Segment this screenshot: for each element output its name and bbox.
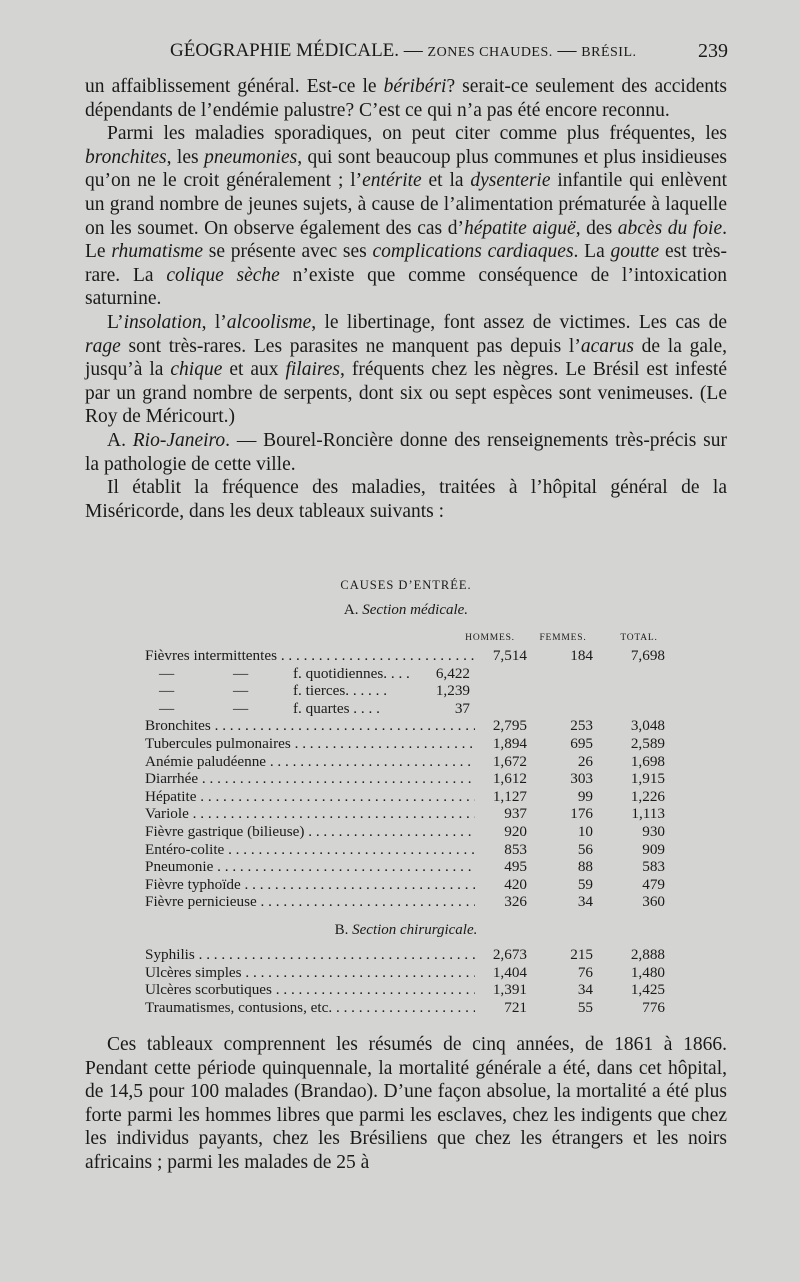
ditto-dash: —: [233, 664, 249, 682]
column-header-hommes: HOMMES.: [465, 633, 515, 643]
cell-total: 1,915: [630, 770, 665, 788]
table-row: [145, 841, 690, 859]
italic-term: hépatite aiguë: [463, 217, 576, 239]
cell-total: 930: [642, 822, 665, 840]
text-run: , fréquents chez les nègres. Le Brésil est infesté par un grand nombre de serpents, dont six ou sept espèces sont venimeuses. (Le Roy de Méricourt.): [85, 359, 727, 428]
cell-hommes: 2,673: [492, 946, 527, 963]
italic-term: Rio-Janeiro: [132, 429, 226, 451]
cell-femmes: 26: [577, 752, 593, 770]
paragraph-1: [85, 75, 727, 122]
italic-term: complications cardiaques: [372, 241, 574, 263]
row-label: Fièvre typhoïde . . .: [145, 876, 475, 894]
header-zone: ZONES CHAUDES.: [427, 45, 553, 60]
text-run: , les: [166, 146, 205, 168]
text-run: de la gale, jusqu’à la: [85, 335, 727, 381]
italic-term: alcoolisme: [226, 311, 312, 333]
cell-total: 3,048: [630, 717, 665, 735]
page-number: 239: [698, 40, 728, 62]
table-row: [145, 753, 690, 771]
table-row: [145, 858, 690, 876]
row-label: Hépatite . . .: [145, 788, 475, 806]
cell-femmes: 695: [570, 734, 593, 752]
cell-hommes: 1,894: [492, 734, 527, 752]
italic-term: acarus: [580, 335, 634, 357]
row-label: Fièvres intermittentes . . .: [145, 647, 475, 665]
paragraph-2: [85, 122, 727, 311]
cell-hommes: 420: [504, 875, 527, 893]
table-row: [145, 981, 690, 999]
paragraph-5: [85, 476, 727, 523]
cell-total: 1,698: [630, 752, 665, 770]
italic-term: dysenterie: [470, 170, 551, 192]
header-dash: —: [403, 40, 423, 61]
text-run: Il établit la fréquence des maladies, traitées à l’hôpital général de la Miséricorde, dans les deux tableaux suivants :: [85, 477, 727, 522]
cell-hommes: 7,514: [492, 647, 527, 664]
ditto-dash: —: [159, 699, 175, 717]
cell-femmes: 55: [577, 998, 593, 1016]
header-country: BRÉSIL.: [581, 45, 637, 60]
italic-term: filaires: [285, 359, 340, 381]
cell-hommes: 1,127: [492, 787, 527, 805]
cell-femmes: 176: [570, 805, 593, 823]
section-a-heading: [85, 602, 727, 619]
section-title: Section médicale.: [362, 602, 469, 618]
cell-total: 1,480: [630, 963, 665, 981]
cell-hommes: 920: [504, 822, 527, 840]
subrow-label: f. quotidiennes. . . .: [293, 664, 410, 682]
text-run: infantile qui enlèvent un grand nombre de jeunes sujets, à cause de l’alimentation prématurée à laquelle on les soumet. On observe également des cas d’: [85, 170, 727, 239]
cell-femmes: 76: [577, 963, 593, 981]
table-row: [145, 823, 690, 841]
italic-term: goutte: [610, 241, 660, 263]
row-label: Ulcères scorbutiques . . .: [145, 981, 475, 999]
cell-total: 1,425: [630, 981, 665, 999]
row-label: Fièvre pernicieuse . . .: [145, 893, 475, 911]
text-run: et la: [421, 170, 471, 192]
section-prefix: A.: [343, 602, 359, 618]
row-label: Variole . . .: [145, 805, 475, 823]
cell-total: 583: [642, 858, 665, 876]
italic-term: bronchites: [85, 146, 167, 168]
text-run: A.: [107, 429, 133, 451]
row-label: Entéro-colite . . .: [145, 841, 475, 859]
italic-term: rage: [85, 335, 121, 357]
cell-hommes: 326: [504, 893, 527, 911]
row-label: Ulcères simples . . .: [145, 964, 475, 982]
italic-term: abcès du foie: [617, 217, 723, 239]
cell-femmes: 59: [577, 875, 593, 893]
text-run: . La: [573, 241, 611, 263]
subrow-value: 37: [454, 699, 470, 717]
row-label: Fièvre gastrique (bilieuse) . . .: [145, 823, 475, 841]
table-row: [145, 788, 690, 806]
cell-hommes: 1,391: [492, 981, 527, 999]
section-title: Section chirurgicale.: [352, 922, 478, 938]
table-subrow: [145, 700, 690, 718]
cell-hommes: 2,795: [492, 717, 527, 735]
cell-hommes: 721: [504, 998, 527, 1016]
text-run: ? serait-ce seulement des accidents dépendants de l’endémie palustre? C’est ce qui n’a pas été encore reconnu.: [85, 76, 727, 121]
cell-total: 360: [642, 893, 665, 911]
cell-total: 2,589: [630, 734, 665, 752]
cell-hommes: 1,404: [492, 963, 527, 981]
row-label: Pneumonie . . .: [145, 858, 475, 876]
cell-femmes: 99: [577, 787, 593, 805]
text-run: Parmi les maladies sporadiques, on peut citer comme plus fréquentes, les: [107, 123, 727, 145]
row-label: Anémie paludéenne . . .: [145, 753, 475, 771]
table-row: [145, 770, 690, 788]
cell-femmes: 10: [577, 822, 593, 840]
cell-femmes: 303: [570, 770, 593, 788]
cell-femmes: 215: [570, 946, 593, 963]
section-prefix: B.: [334, 922, 349, 938]
cell-hommes: 1,612: [492, 770, 527, 788]
body-text-bottom: [85, 1033, 727, 1175]
text-run: L’: [107, 311, 124, 333]
cell-femmes: 34: [577, 981, 593, 999]
text-run: est très-rare. La: [85, 241, 727, 286]
section-b-heading: [85, 922, 727, 939]
cell-femmes: 56: [577, 840, 593, 858]
cell-total: 776: [642, 998, 665, 1016]
row-label: Syphilis . . .: [145, 946, 475, 964]
cell-total: 2,888: [630, 946, 665, 963]
italic-term: colique sèche: [166, 264, 280, 286]
ditto-dash: —: [159, 682, 175, 700]
table-row: [145, 717, 690, 735]
cell-femmes: 184: [570, 647, 593, 664]
italic-term: insolation: [123, 311, 202, 333]
header-dash: —: [557, 40, 577, 61]
header-title-main: GÉOGRAPHIE MÉDICALE.: [170, 40, 400, 61]
cell-total: 7,698: [630, 647, 665, 664]
table-row: [145, 999, 690, 1017]
row-label: Traumatismes, contusions, etc. . . .: [145, 999, 475, 1017]
table-caption: CAUSES D’ENTRÉE.: [340, 578, 472, 592]
cell-hommes: 937: [504, 805, 527, 823]
text-run: et aux: [222, 359, 286, 381]
text-run: , des: [575, 217, 618, 239]
table-subrow: [145, 682, 690, 700]
cell-total: 1,226: [630, 787, 665, 805]
ditto-dash: —: [233, 699, 249, 717]
body-text-top: [85, 75, 727, 523]
cell-femmes: 34: [577, 893, 593, 911]
table-row: [145, 946, 690, 964]
running-header: [170, 40, 730, 68]
text-run: . — Bourel-Roncière donne des renseignements très-précis sur la pathologie de cette ville.: [85, 429, 727, 475]
row-label: Diarrhée . . .: [145, 770, 475, 788]
ditto-dash: —: [233, 682, 249, 700]
table-section-chirurgicale: [145, 946, 690, 1016]
table-row: [145, 964, 690, 982]
subrow-label: f. quartes . . . .: [293, 699, 380, 717]
subrow-value: 1,239: [435, 682, 470, 700]
table-row: [145, 805, 690, 823]
paragraph-4: [85, 429, 727, 476]
text-run: n’existe que comme conséquence de l’intoxication saturnine.: [85, 264, 727, 310]
column-header-total: TOTAL.: [620, 633, 658, 643]
text-run: . Le: [85, 217, 727, 263]
text-run: , l’: [201, 311, 227, 333]
cell-total: 479: [642, 875, 665, 893]
row-label: Tubercules pulmonaires . . .: [145, 735, 475, 753]
table-row: [145, 876, 690, 894]
paragraph-3: [85, 311, 727, 429]
text-run: un affaiblissement général. Est-ce le: [85, 76, 384, 97]
header-title: [170, 40, 637, 62]
italic-term: béribéri: [383, 76, 447, 97]
row-label: Bronchites . . .: [145, 717, 475, 735]
italic-term: rhumatisme: [111, 241, 204, 263]
cell-total: 1,113: [631, 805, 665, 823]
cell-hommes: 1,672: [492, 752, 527, 770]
table-row: [145, 893, 690, 911]
subrow-label: f. tierces. . . . . .: [293, 682, 388, 700]
cell-total: 909: [642, 840, 665, 858]
text-run: sont très-rares. Les parasites ne manquent pas depuis l’: [120, 335, 581, 357]
text-run: se présente avec ses: [203, 241, 373, 263]
cell-hommes: 853: [504, 840, 527, 858]
table-row: [145, 735, 690, 753]
text-run: , qui sont beaucoup plus communes et plus insidieuses qu’on ne le croit généralement ; l’: [85, 146, 727, 192]
subrow-value: 6,422: [435, 664, 470, 682]
paragraph-6: Ces tableaux comprennent les résumés de cinq années, de 1861 à 1866. Pendant cette période quinquennale, la mortalité générale a été, dans cet hôpital, de 14,5 pour 100 malades (Brandao). D’une façon absolue, la mortalité a été plus forte parmi les hommes libres que parmi les esclaves, chez les indigents que chez les individus payants, chez les Brésiliens que chez les étrangers et les noirs africains ; parmi les malades de 25 à: [85, 1034, 727, 1173]
column-header-femmes: FEMMES.: [539, 633, 587, 643]
cell-hommes: 495: [504, 858, 527, 876]
italic-term: chique: [170, 359, 223, 381]
ditto-dash: —: [159, 664, 175, 682]
table-subrow: [145, 665, 690, 683]
cell-femmes: 253: [570, 717, 593, 735]
text-run: , le libertinage, font assez de victimes. Les cas de: [311, 311, 727, 333]
table-column-headers: [145, 633, 690, 647]
cell-femmes: 88: [577, 858, 593, 876]
italic-term: pneumonies: [204, 146, 298, 168]
italic-term: entérite: [362, 170, 422, 192]
table-section-medicale: [145, 647, 690, 911]
table-row: [145, 647, 690, 665]
